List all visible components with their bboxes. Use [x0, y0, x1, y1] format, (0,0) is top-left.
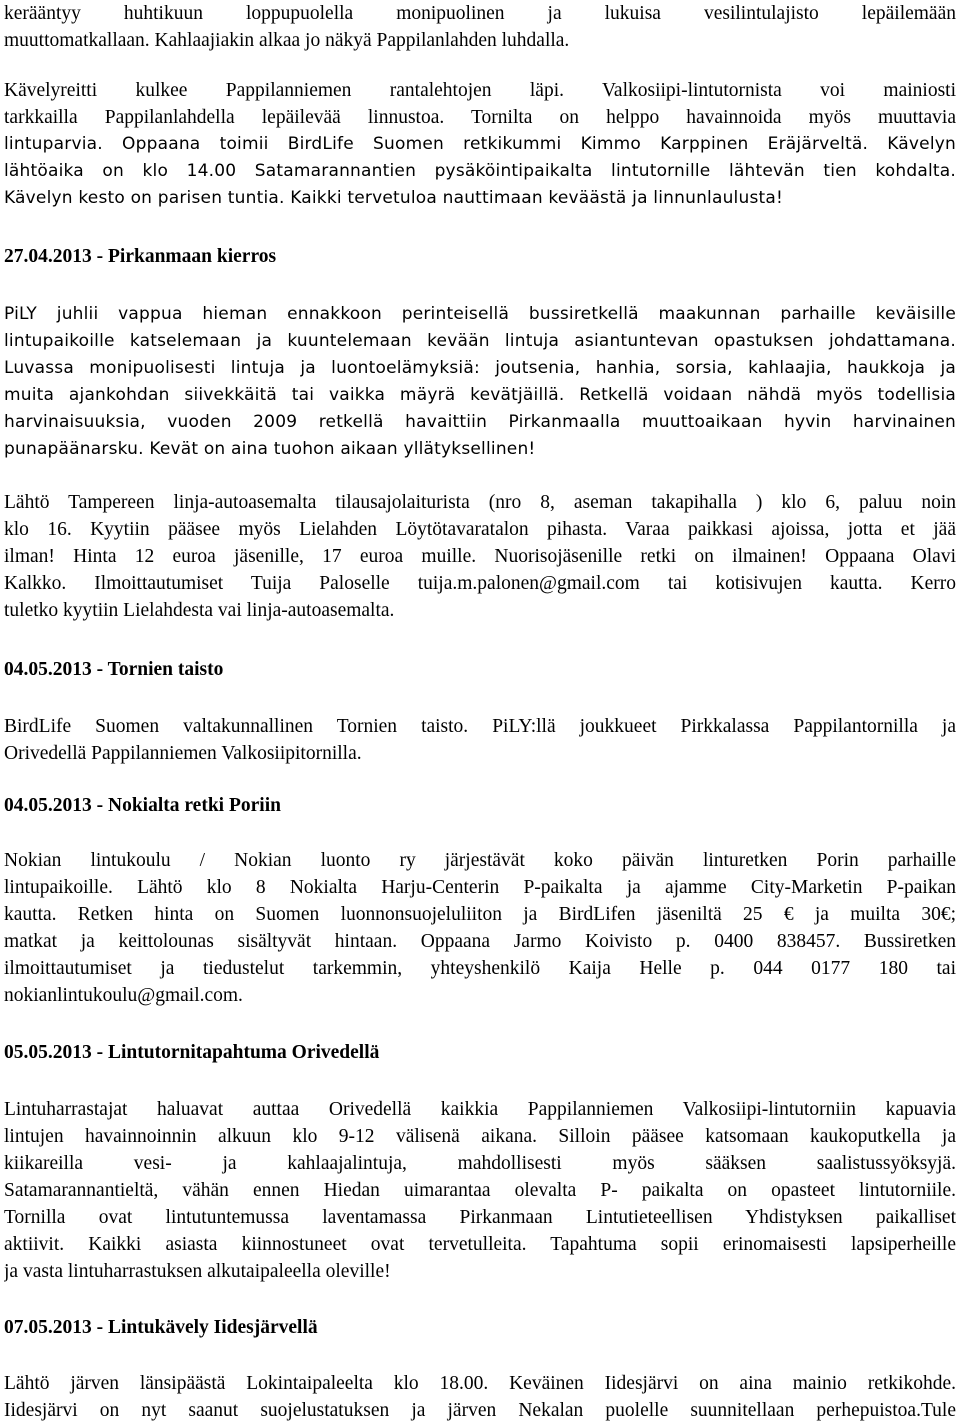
event-title: 04.05.2013 - Nokialta retki Poriin	[4, 795, 281, 816]
text-line: PiLY juhlii vappua hieman ennakkoon perinteisellä bussiretkellä maakunnan parhaille keväisille	[4, 304, 956, 324]
event3-paragraph	[4, 847, 956, 1009]
text-line: lintujen havainnoinnin alkuun klo 9-12 välisenä aikana. Silloin pääsee katsomaan kaukoputkella ja	[4, 1126, 956, 1147]
text-line: ilmoittautumiset ja tiedustelut tarkemmin, yhteyshenkilö Kaija Helle p. 044 0177 180 tai	[4, 958, 956, 979]
text-line: klo 16. Kyytiin pääsee myös Lielahden Löytötavaratalon pihasta. Varaa paikkasi ajoissa, jotta et jää	[4, 519, 956, 540]
text-line: muuttomatkallaan. Kahlaajiakin alkaa jo näkyä Pappilanlahden luhdalla.	[4, 30, 570, 51]
text-line: Kävelyreitti kulkee Pappilanniemen rantalehtojen läpi. Valkosiipi-lintutornista voi mainiosti	[4, 80, 956, 101]
text-line: matkat ja keittolounas sisältyvät hintaan. Oppaana Jarmo Koivisto p. 0400 838457. Bussiretken	[4, 931, 956, 952]
intro-paragraph	[4, 0, 956, 54]
event-heading-pirkanmaan-kierros	[4, 243, 956, 270]
event-heading-lintutornitapahtuma	[4, 1039, 956, 1066]
text-line: lintuparvia. Oppaana toimii BirdLife Suomen retkikummi Kimmo Karppinen Eräjärveltä. Kävelyn	[4, 134, 956, 154]
text-line: muita ajankohdan siivekkäitä tai vaikka mäyrä kevätjäillä. Retkellä voidaan nähdä myös todellisia	[4, 385, 956, 405]
event-title: 27.04.2013 - Pirkanmaan kierros	[4, 246, 277, 267]
event-heading-nokialta-retki	[4, 792, 956, 819]
walk-paragraph	[4, 77, 956, 212]
text-line: Nokian lintukoulu / Nokian luonto ry järjestävät koko päivän linturetken Porin parhaille	[4, 850, 956, 871]
text-line: aktiivit. Kaikki asiasta kiinnostuneet ovat tervetulleita. Tapahtuma sopii erinomaisesti lapsiperheille	[4, 1234, 956, 1255]
text-line: Kalkko. Ilmoittautumiset Tuija Paloselle tuija.m.palonen@gmail.com tai kotisivujen kautta. Kerro	[4, 573, 956, 594]
text-line: harvinaisuuksia, vuoden 2009 retkellä havaittiin Pirkanmaalla muuttoaikaan hyvin harvinainen	[4, 412, 956, 432]
event-title: 07.05.2013 - Lintukävely Iidesjärvellä	[4, 1317, 318, 1338]
text-line: kiikareilla vesi- ja kahlaajalintuja, mahdollisesti myös sääksen saalistussyöksyjä.	[4, 1153, 956, 1174]
text-line: Luvassa monipuolisesti lintuja ja luontoelämyksiä: joutsenia, hanhia, sorsia, kahlaajia, haukkoja ja	[4, 358, 956, 378]
event2-paragraph	[4, 713, 956, 767]
text-line: ilman! Hinta 12 euroa jäsenille, 17 euroa muille. Nuorisojäsenille retki on ilmainen! Oppaana Olavi	[4, 546, 956, 567]
text-line: kautta. Retken hinta on Suomen luonnonsuojeluliiton ja BirdLifen jäseniltä 25 € ja muilta 30€;	[4, 904, 956, 925]
text-line: Lähtö järven länsipäästä Lokintaipaleelta klo 18.00. Keväinen Iidesjärvi on aina mainio retkikohde.	[4, 1373, 956, 1394]
event5-paragraph	[4, 1370, 956, 1424]
text-line: tuletko kyytiin Lielahdesta vai linja-autoasemalta.	[4, 600, 395, 621]
text-line: ja vasta lintuharrastuksen alkutaipaleella oleville!	[4, 1261, 391, 1282]
event-heading-tornien-taisto	[4, 656, 956, 683]
event-title: 04.05.2013 - Tornien taisto	[4, 659, 224, 680]
text-line: Tornilla ovat lintutuntemussa laventamassa Pirkanmaan Lintutieteellisen Yhdistyksen paikalliset	[4, 1207, 956, 1228]
text-line: nokianlintukoulu@gmail.com.	[4, 985, 243, 1006]
text-line: lähtöaika on klo 14.00 Satamarannantien pysäköintipaikalta lintutornille lähtevän tien kohdalta.	[4, 161, 956, 181]
text-line: lintupaikoille katselemaan ja kuuntelemaan kevään lintuja asiantuntevan opastuksen johdattamana.	[4, 331, 956, 351]
text-line: lintupaikoille. Lähtö klo 8 Nokialta Harju-Centerin P-paikalta ja ajamme City-Marketin P-paikan	[4, 877, 956, 898]
event-title: 05.05.2013 - Lintutornitapahtuma Orivedellä	[4, 1042, 380, 1063]
text-line: punapäänarsku. Kevät on aina tuohon aikaan yllätyksellinen!	[4, 439, 536, 459]
text-line: BirdLife Suomen valtakunnallinen Tornien taisto. PiLY:llä joukkueet Pirkkalassa Pappilantornilla ja	[4, 716, 956, 737]
text-line: Lintuharrastajat haluavat auttaa Orivedellä kaikkia Pappilanniemen Valkosiipi-lintutorniin kapuavia	[4, 1099, 956, 1120]
text-line: Satamarannantieltä, vähän ennen Hiedan uimarantaa olevalta P- paikalta on opasteet lintutorniile.	[4, 1180, 956, 1201]
event1-paragraph-1	[4, 301, 956, 463]
text-line: Iidesjärvi on nyt saanut suojelustatuksen ja järven Nekalan puolelle suunnitellaan perhepuistoa.Tule	[4, 1400, 956, 1421]
text-line: tarkkailla Pappilanlahdella lepäilevää linnustoa. Tornilta on helppo havainnoida myös muuttavia	[4, 107, 956, 128]
event4-paragraph	[4, 1096, 956, 1285]
event1-paragraph-2	[4, 489, 956, 624]
event-heading-lintukavely-iidesjarvella	[4, 1314, 956, 1341]
text-line: Lähtö Tampereen linja-autoasemalta tilausajolaiturista (nro 8, aseman takapihalla ) klo 6, paluu noin	[4, 492, 956, 513]
text-line: Orivedellä Pappilanniemen Valkosiipitornilla.	[4, 743, 362, 764]
text-line: kerääntyy huhtikuun loppupuolella monipuolinen ja lukuisa vesilintulajisto lepäilemään	[4, 3, 956, 24]
text-line: Kävelyn kesto on parisen tuntia. Kaikki tervetuloa nauttimaan keväästä ja linnunlaulusta!	[4, 188, 784, 208]
